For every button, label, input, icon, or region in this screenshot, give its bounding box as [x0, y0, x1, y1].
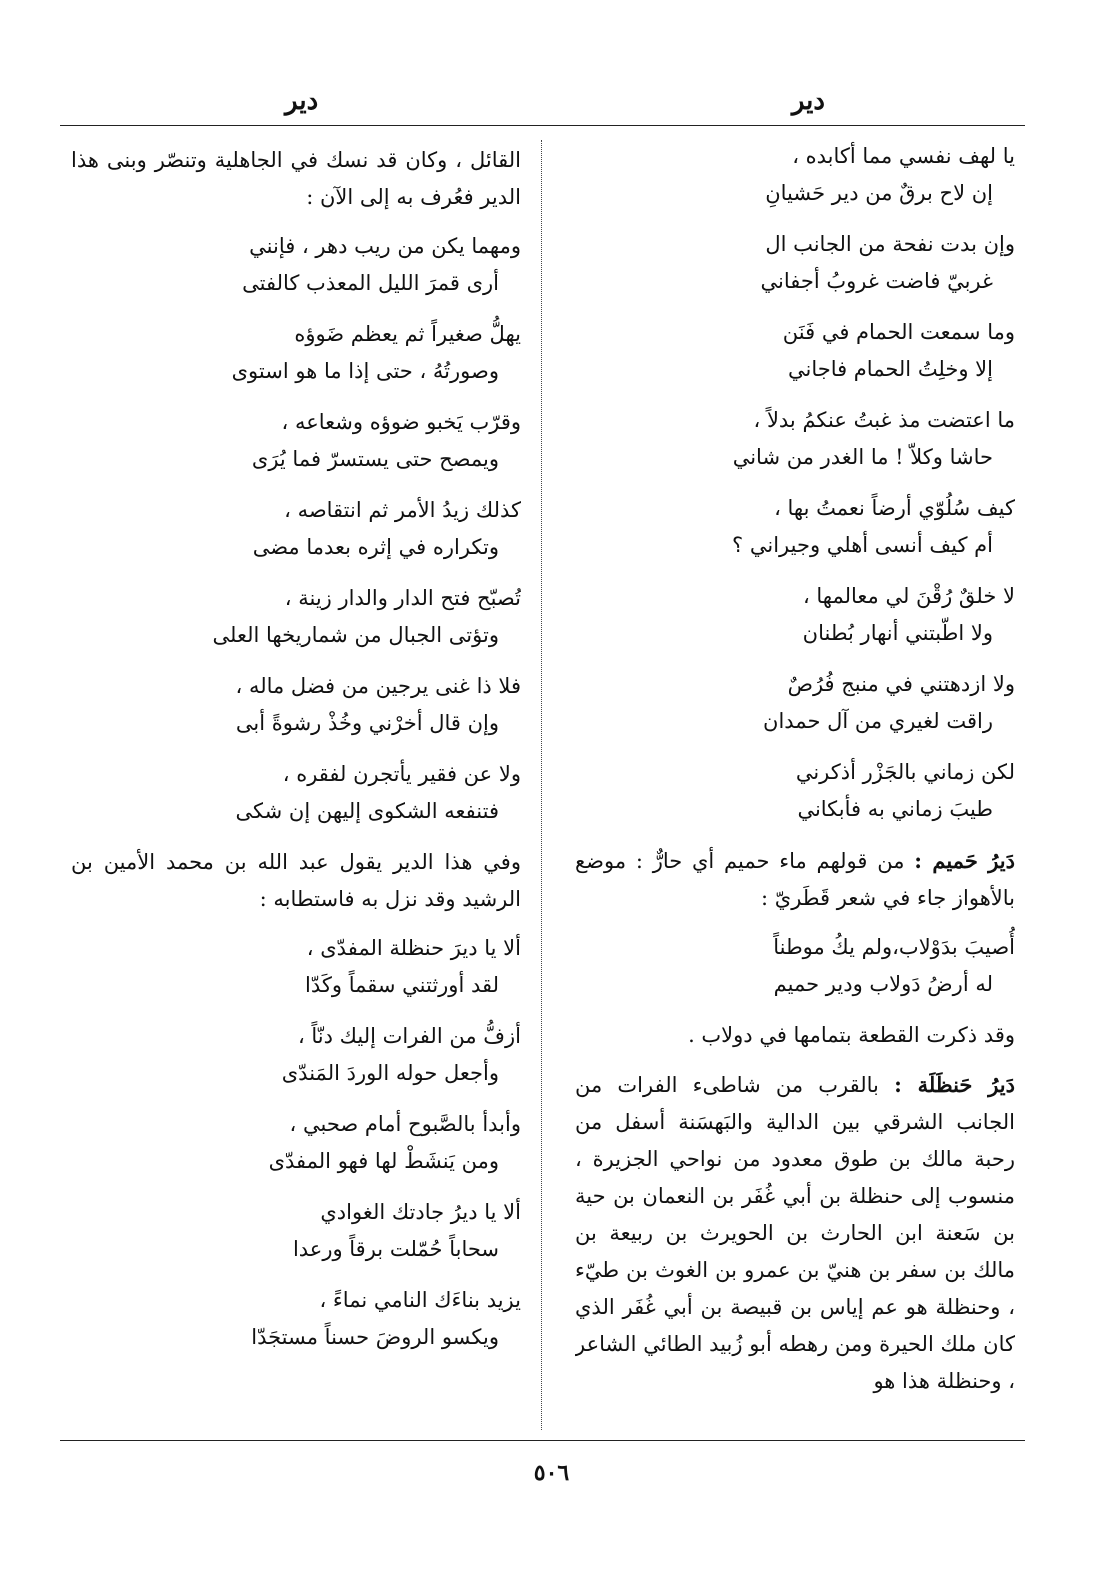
- verse-second-hemistich: إن لاح برقٌ من دير حَشيانِ: [765, 181, 993, 205]
- left-verses-1: [71, 228, 521, 830]
- verse-second-hemistich: له أرضُ دَولاب ودير حميم: [773, 972, 993, 996]
- verse-second-hemistich: وأجعل حوله الوردَ المَندّى: [281, 1061, 499, 1085]
- verse-first-hemistich: يا لهف نفسي مما أكابده ،: [792, 144, 1015, 168]
- verse: [71, 1018, 521, 1092]
- verse-second-hemistich: فتنفعه الشكوى إليهن إن شكى: [235, 799, 499, 823]
- verse-second-hemistich: وتكراره في إثره بعدما مضى: [252, 535, 499, 559]
- verse-first-hemistich: يهلُّ صغيراً ثم يعظم ضَوؤه: [294, 322, 521, 346]
- verse-second-hemistich: ولا اطّبتني أنهار بُطنان: [802, 621, 993, 645]
- verse: [71, 580, 521, 654]
- entry-text: بالقرب من شاطىء الفرات من الجانب الشرقي بين الدالية والبَهسَنة أسفل من رحبة مالك بن طوق معدود من نواحي الجزيرة ، منسوب إلى حنظلة بن أبي غُفَر بن النعمان بن حية بن سَعنة ابن الحارث بن الحويرث بن ربيعة بن مالك بن سفر بن هنيّ بن عمرو بن الغوث بن طيّء ، وحنظلة هو عم إياس بن قبيصة بن أبي غُفَر الذي كان ملك الحيرة ومن رهطه أبو زُبيد الطائي الشاعر ، وحنظلة هذا هو: [575, 1073, 1015, 1393]
- verse-second-hemistich: وتؤتى الجبال من شماريخها العلى: [212, 623, 499, 647]
- verse: [575, 314, 1015, 388]
- verse-second-hemistich: لقد أورثتني سقماً وكَدّا: [305, 973, 499, 997]
- verse: [71, 228, 521, 302]
- left-verses-2: [71, 930, 521, 1356]
- header-rule: [60, 125, 1025, 126]
- verse-first-hemistich: وإن بدت نفحة من الجانب ال: [765, 232, 1015, 256]
- verse: [575, 226, 1015, 300]
- verse-first-hemistich: تُصبّح فتح الدار والدار زينة ،: [284, 586, 521, 610]
- entry-deir-hamim: [575, 842, 1015, 917]
- verse-second-hemistich: سحاباً حُمّلت برقاً ورعدا: [292, 1237, 499, 1261]
- verse: [575, 490, 1015, 564]
- verse-second-hemistich: ومن يَنشَطْ لها فهو المفدّى: [268, 1149, 499, 1173]
- verse-first-hemistich: كذلك زيدُ الأمر ثم انتقاصه ،: [284, 498, 521, 522]
- verse: [575, 402, 1015, 476]
- verse: [71, 1194, 521, 1268]
- verse-second-hemistich: راقت لغيري من آل حمدان: [763, 709, 993, 733]
- right-verses-1: [575, 138, 1015, 828]
- left-intro: القائل ، وكان قد نسك في الجاهلية وتنصّر وبنى هذا الدير فعُرف به إلى الآن :: [71, 148, 521, 209]
- verse: [71, 1106, 521, 1180]
- verse-second-hemistich: ويمصح حتى يستسرّ فما يُرَى: [251, 447, 499, 471]
- left-column: [71, 138, 521, 1428]
- entry-headword: دَيرُ حَميم :: [914, 848, 1015, 873]
- verse: [71, 316, 521, 390]
- verse: [575, 578, 1015, 652]
- verse-first-hemistich: فلا ذا غنى يرجين من فضل ماله ،: [235, 674, 521, 698]
- verse: [71, 668, 521, 742]
- verse-first-hemistich: ما اعتضت مذ غبتُ عنكمُ بدلاً ،: [753, 408, 1015, 432]
- verse: [575, 929, 1015, 1003]
- verse-first-hemistich: كيف سُلُوّي أرضاً نعمتُ بها ،: [774, 496, 1015, 520]
- column-divider: [541, 140, 542, 1430]
- verse-first-hemistich: ألا يا ديرَ حنظلة المفدّى ،: [306, 936, 521, 960]
- verse: [71, 1282, 521, 1356]
- verse: [575, 138, 1015, 212]
- verse-first-hemistich: وقرّب يَخبو ضوؤه وشعاعه ،: [281, 410, 521, 434]
- verse-first-hemistich: أُصيبَ بدَوْلاب،ولم يكُ موطناً: [773, 935, 1015, 959]
- page-number: ٥٠٦: [533, 1460, 570, 1486]
- verse-first-hemistich: لا خلقٌ رُقْنَ لي معالمها ،: [802, 584, 1015, 608]
- left-middle-text: وفي هذا الدير يقول عبد الله بن محمد الأمين بن الرشيد وقد نزل به فاستطابه :: [71, 850, 521, 911]
- verse-first-hemistich: وما سمعت الحمام في فَنَن: [782, 320, 1015, 344]
- right-column: [575, 138, 1015, 1428]
- right-verses-2: [575, 929, 1015, 1003]
- verse-second-hemistich: ويكسو الروضَ حسناً مستجَدّا: [251, 1325, 499, 1349]
- verse-second-hemistich: غربيّ فاضت غروبُ أجفاني: [760, 269, 993, 293]
- verse-first-hemistich: ألا يا ديرُ جادتك الغوادي: [320, 1200, 521, 1224]
- verse-first-hemistich: أزفُّ من الفرات إليك دنّاً ،: [297, 1024, 521, 1048]
- verse: [575, 754, 1015, 828]
- entry-headword: دَيرُ حَنظَلَة :: [894, 1072, 1015, 1097]
- verse-second-hemistich: أرى قمرَ الليل المعذب كالفتى: [242, 271, 499, 295]
- verse: [71, 756, 521, 830]
- verse: [71, 930, 521, 1004]
- verse: [71, 492, 521, 566]
- verse-second-hemistich: وصورتُهُ ، حتى إذا ما هو استوى: [231, 359, 499, 383]
- verse: [71, 404, 521, 478]
- running-header: [60, 80, 1025, 120]
- verse-second-hemistich: طيبَ زماني به فأبكاني: [797, 797, 993, 821]
- entry-deir-hanzala: [575, 1066, 1015, 1400]
- verse-second-hemistich: إلا وخلِتُ الحمام فاجاني: [787, 357, 993, 381]
- verse-first-hemistich: ولا عن فقير يأتجرن لفقره ،: [282, 762, 521, 786]
- verse-first-hemistich: وأبدأ بالصَّبوح أمام صحبي ،: [289, 1112, 521, 1136]
- verse-second-hemistich: حاشا وكلاّ ! ما الغدر من شاني: [732, 445, 993, 469]
- footer-rule: [60, 1440, 1025, 1441]
- verse-first-hemistich: ومهما يكن من ريب دهر ، فإنني: [249, 234, 521, 258]
- verse-first-hemistich: يزيد بناءَك النامي نماءً ،: [319, 1288, 521, 1312]
- verse-first-hemistich: لكن زماني بالجَزْر أذكرني: [795, 760, 1015, 784]
- verse-second-hemistich: وإن قال أخرْني وخُذْ رشوةً أبى: [235, 711, 499, 735]
- verse: [575, 666, 1015, 740]
- header-left-word: دير: [285, 86, 319, 116]
- entry-text: من قولهم ماء حميم أي حارٌّ : موضع بالأهواز جاء في شعر قَطَريّ :: [575, 849, 1015, 910]
- header-right-word: دير: [791, 86, 825, 116]
- note-dulab: وقد ذكرت القطعة بتمامها في دولاب .: [688, 1023, 1015, 1047]
- verse-second-hemistich: أم كيف أنسى أهلي وجيراني ؟: [732, 533, 993, 557]
- verse-first-hemistich: ولا ازدهتني في منبج فُرُصٌ: [787, 672, 1015, 696]
